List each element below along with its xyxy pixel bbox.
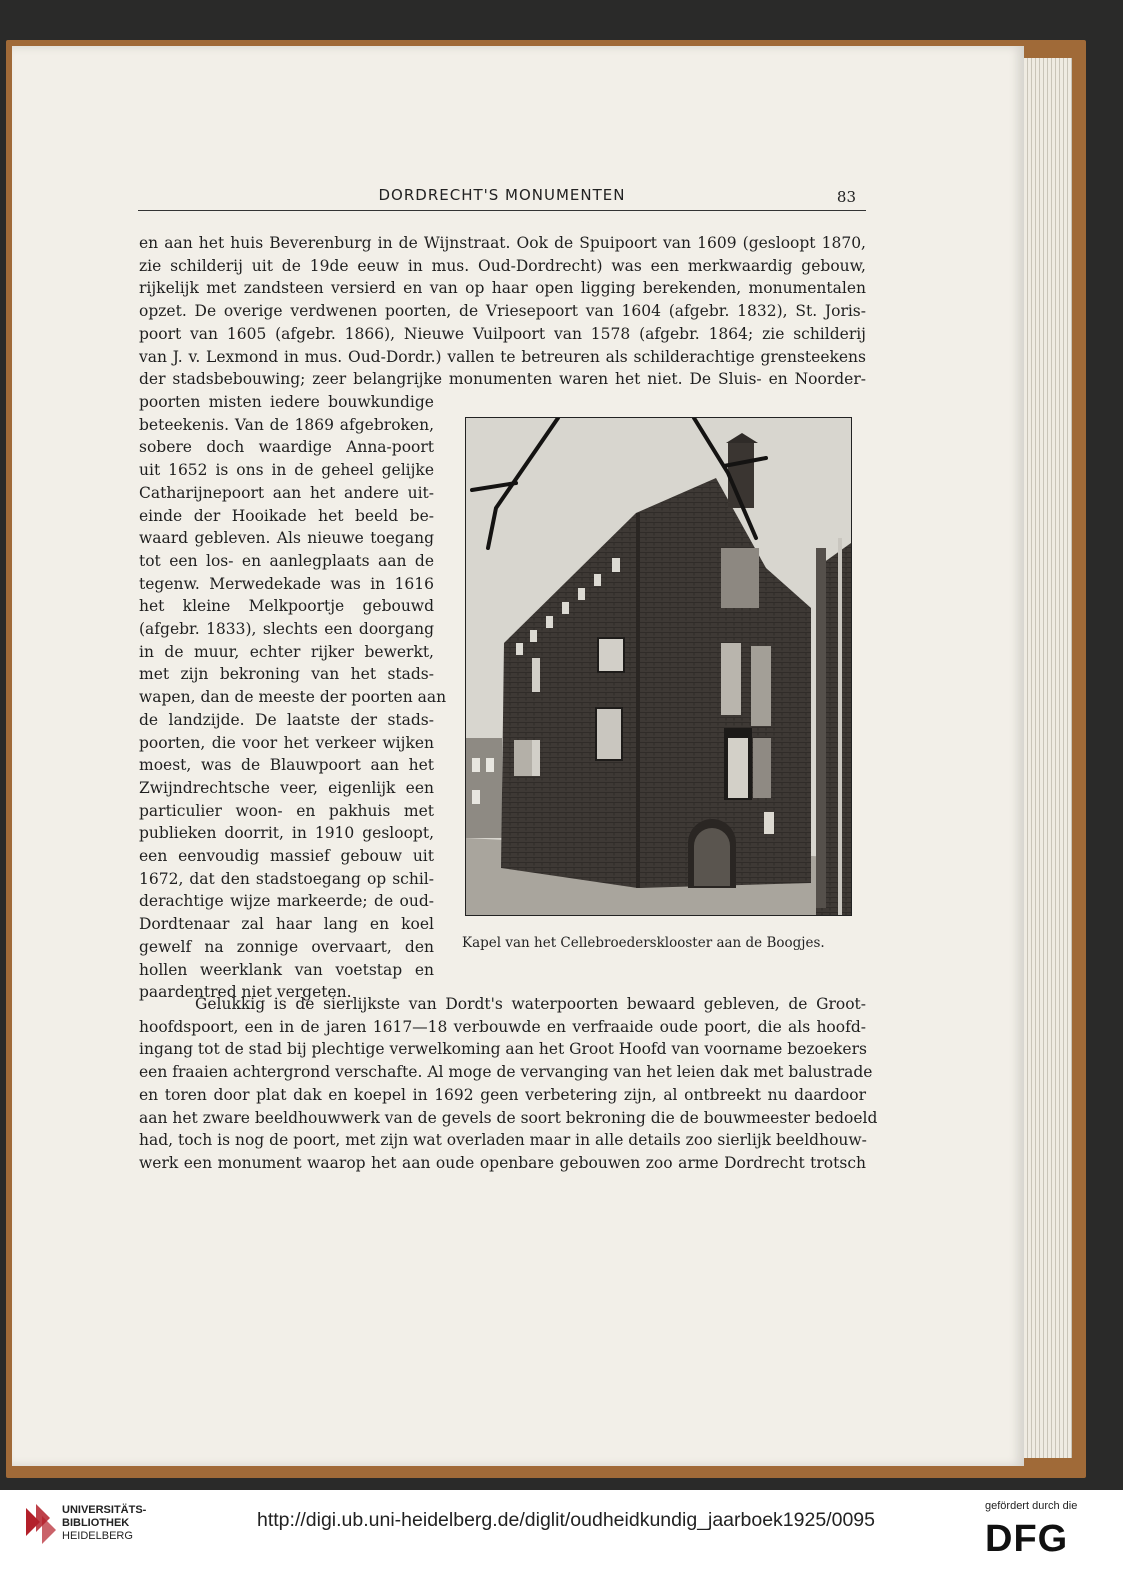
text-line: paardentred niet vergeten. [139,983,352,1002]
text-line: ingang tot de stad bij plechtige verwelkoming aan het Groot Hoofd van voorname bezoekers [139,1040,867,1059]
text-line: beteekenis. Van de 1869 afgebroken, [139,415,434,434]
text-line: sobere doch waardige Anna-poort [139,438,434,457]
text-line: en aan het huis Beverenburg in de Wijnstraat. Ook de Spuipoort van 1609 (gesloopt 1870, [139,234,866,252]
building-photo [465,417,852,916]
text-line: der stadsbebouwing; zeer belangrijke monumenten waren het niet. De Sluis- en Noorder- [139,370,866,389]
text-line: werk een monument waarop het aan oude openbare gebouwen zoo arme Dordrecht trotsch [139,1153,866,1172]
text-line: Zwijndrechtsche veer, eigenlijk een [139,778,434,797]
text-line: tegenw. Merwedekade was in 1616 [139,574,434,593]
dfg-logo: DFG [985,1518,1069,1560]
text-line: zie schilderij uit de 19de eeuw in mus. Oud-Dordrecht) was een merkwaardig gebouw, [139,256,866,275]
text-line: had, toch is nog de poort, met zijn wat overladen maar in alle details zoo sierlijk beeldhouw- [139,1131,867,1150]
text-line: moest, was de Blauwpoort aan het [139,756,434,775]
text-line: publieken doorrit, in 1910 gesloopt, [139,824,434,843]
text-line: gewelf na zonnige overvaart, den [139,937,434,956]
text-line: hoofdspoort, een in de jaren 1617—18 verbouwde en verfraaide oude poort, die als hoofd- [139,1017,866,1036]
text-line: wapen, dan de meeste der poorten aan [139,688,447,707]
page-header [138,186,866,211]
text-line: Dordtenaar zal haar lang en koel [139,915,434,934]
text-line: particulier woon- en pakhuis met [139,801,434,820]
permalink-url[interactable]: http://digi.ub.uni-heidelberg.de/diglit/oudheidkundig_jaarboek1925/0095 [257,1509,875,1531]
text-line: poorten, die voor het verkeer wijken [139,733,434,752]
text-line: een eenvoudig massief gebouw uit [139,847,434,866]
text-line: 1672, dat den stadstoegang op schil- [139,869,434,888]
library-name-line: BIBLIOTHEK [62,1517,130,1529]
text-line: Catharijnepoort aan het andere uit- [139,483,434,502]
text-line: waard gebleven. Als nieuwe toegang [139,529,434,548]
text-line: poort van 1605 (afgebr. 1866), Nieuwe Vuilpoort van 1578 (afgebr. 1864; zie schilderij [139,324,866,343]
text-line: tot een los- en aanlegplaats aan de [139,551,434,570]
text-line: hollen weerklank van voetstap en [139,960,434,979]
text-line: het kleine Melkpoortje gebouwd [139,597,434,616]
text-line: einde der Hooikade het beeld be- [139,506,434,525]
library-name-line: HEIDELBERG [62,1530,133,1542]
sponsor-text: gefördert durch die [985,1500,1078,1512]
viewer-footer [0,1490,1123,1590]
text-line: rijkelijk met zandsteen versierd en van op haar open ligging berekenden, monumentalen [139,279,866,298]
bottom-paragraph [139,993,878,1175]
page-number: 83 [836,188,856,206]
top-paragraph [139,232,866,391]
text-line: en toren door plat dak en koepel in 1692 geen verbetering zijn, al ontbreekt nu daardoor [139,1085,866,1104]
figure-caption: Kapel van het Cellebroedersklooster aan de Boogjes. [462,935,825,951]
left-column [139,391,447,1004]
text-line: opzet. De overige verdwenen poorten, de Vriesepoort van 1604 (afgebr. 1832), St. Joris- [139,302,866,321]
text-line: uit 1652 is ons in de geheel gelijke [139,461,434,480]
text-line: met zijn bekroning van het stads- [139,665,434,684]
university-logo-icon [22,1502,58,1546]
text-line: van J. v. Lexmond in mus. Oud-Dordr.) vallen te betreuren als schilderachtige grensteekens [139,347,866,366]
text-line: een fraaien achtergrond verschafte. Al moge de vervanging van het leien dak met balustrade [139,1063,873,1082]
text-line: derachtige wijze markeerde; de oud- [139,892,434,911]
text-line: aan het zware beeldhouwwerk van de gevels de soort bekroning die de bouwmeester bedoeld [139,1108,878,1127]
library-name-line: UNIVERSITÄTS- [62,1504,147,1516]
library-name [62,1504,146,1543]
text-line: (afgebr. 1833), slechts een doorgang [139,620,434,639]
text-line: Gelukkig is de sierlijkste van Dordt's waterpoorten bewaard gebleven, de Groot- [195,995,866,1013]
running-head: DORDRECHT'S MONUMENTEN [378,186,626,204]
text-line: in de muur, echter rijker bewerkt, [139,642,434,661]
text-line: de landzijde. De laatste der stads- [139,710,434,729]
text-line: poorten misten iedere bouwkundige [139,393,434,411]
